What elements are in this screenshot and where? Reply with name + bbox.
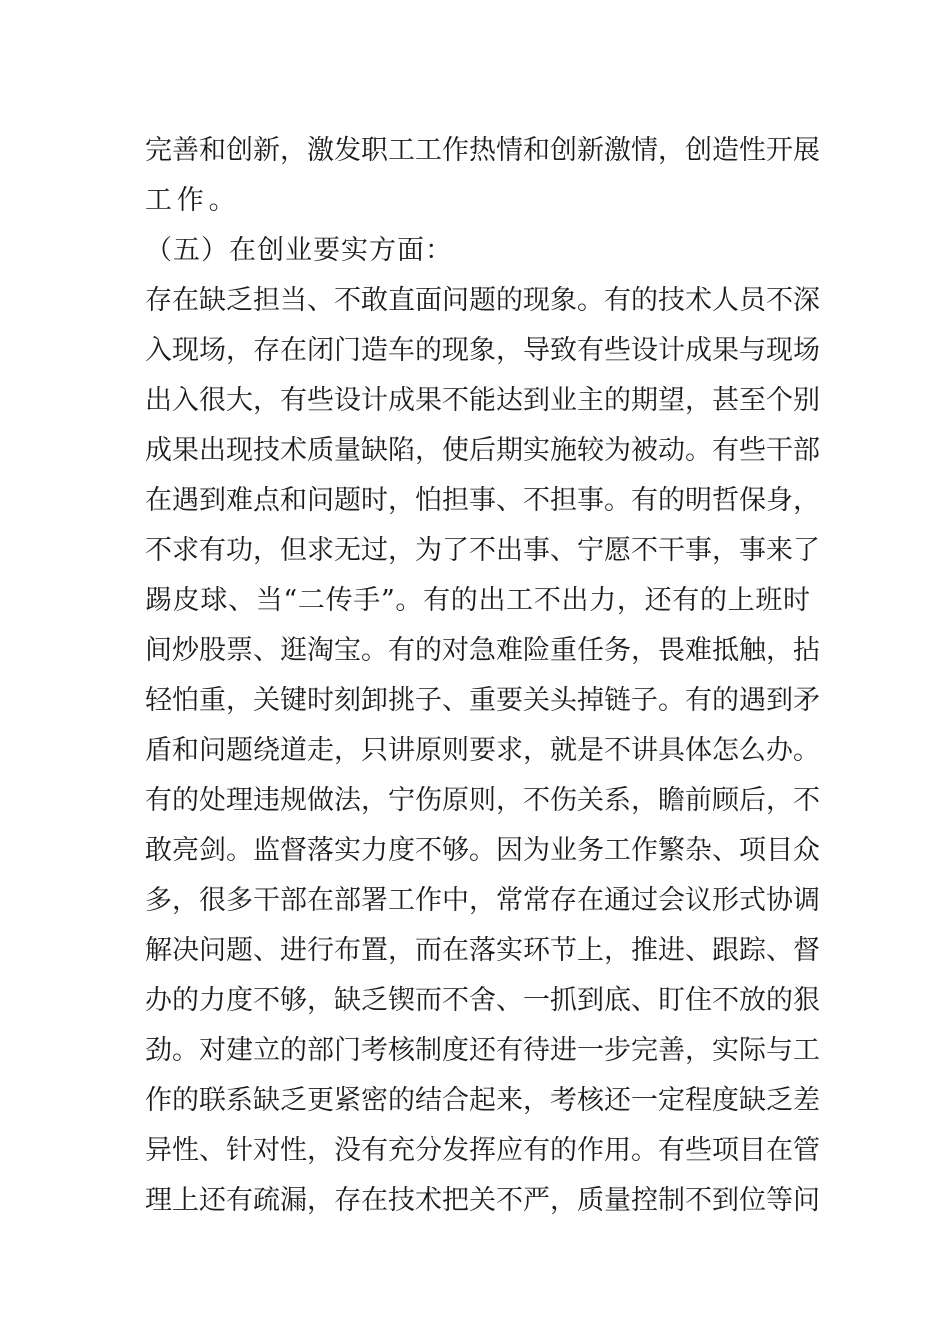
text-line: 有的处理违规做法，宁伤原则，不伤关系，瞻前顾后，不 <box>145 785 820 816</box>
text-line: 劲。对建立的部门考核制度还有待进一步完善，实际与工 <box>145 1035 820 1066</box>
text-line: 异性、针对性，没有充分发挥应有的作用。有些项目在管 <box>145 1135 820 1166</box>
text-line: 办的力度不够，缺乏锲而不舍、一抓到底、盯住不放的狠 <box>145 985 820 1016</box>
text-line: 多，很多干部在部署工作中，常常存在通过会议形式协调 <box>145 885 820 916</box>
section-heading: （五）在创业要实方面： <box>145 235 453 266</box>
text-line: 存在缺乏担当、不敢直面问题的现象。有的技术人员不深 <box>145 285 820 316</box>
text-line: 工作。 <box>145 185 241 216</box>
text-line: 入现场，存在闭门造车的现象，导致有些设计成果与现场 <box>145 335 820 366</box>
text-line: 踢皮球、当“二传手”。有的出工不出力，还有的上班时 <box>145 585 810 616</box>
text-line: 出入很大，有些设计成果不能达到业主的期望，甚至个别 <box>145 385 820 416</box>
text-line: 不求有功，但求无过，为了不出事、宁愿不干事，事来了 <box>145 535 820 566</box>
text-line: 在遇到难点和问题时，怕担事、不担事。有的明哲保身， <box>145 485 820 516</box>
text-line: 敢亮剑。监督落实力度不够。因为业务工作繁杂、项目众 <box>145 835 820 866</box>
text-line: 解决问题、进行布置，而在落实环节上，推进、跟踪、督 <box>145 935 820 966</box>
text-line: 完善和创新，激发职工工作热情和创新激情，创造性开展 <box>145 135 820 166</box>
text-line: 盾和问题绕道走，只讲原则要求，就是不讲具体怎么办。 <box>145 735 820 766</box>
text-line: 轻怕重，关键时刻卸挑子、重要关头掉链子。有的遇到矛 <box>145 685 820 716</box>
text-line: 间炒股票、逛淘宝。有的对急难险重任务，畏难抵触，拈 <box>145 635 820 666</box>
text-line: 理上还有疏漏，存在技术把关不严，质量控制不到位等问 <box>145 1185 820 1216</box>
text-line: 作的联系缺乏更紧密的结合起来，考核还一定程度缺乏差 <box>145 1085 820 1116</box>
text-line: 成果出现技术质量缺陷，使后期实施较为被动。有些干部 <box>145 435 820 466</box>
